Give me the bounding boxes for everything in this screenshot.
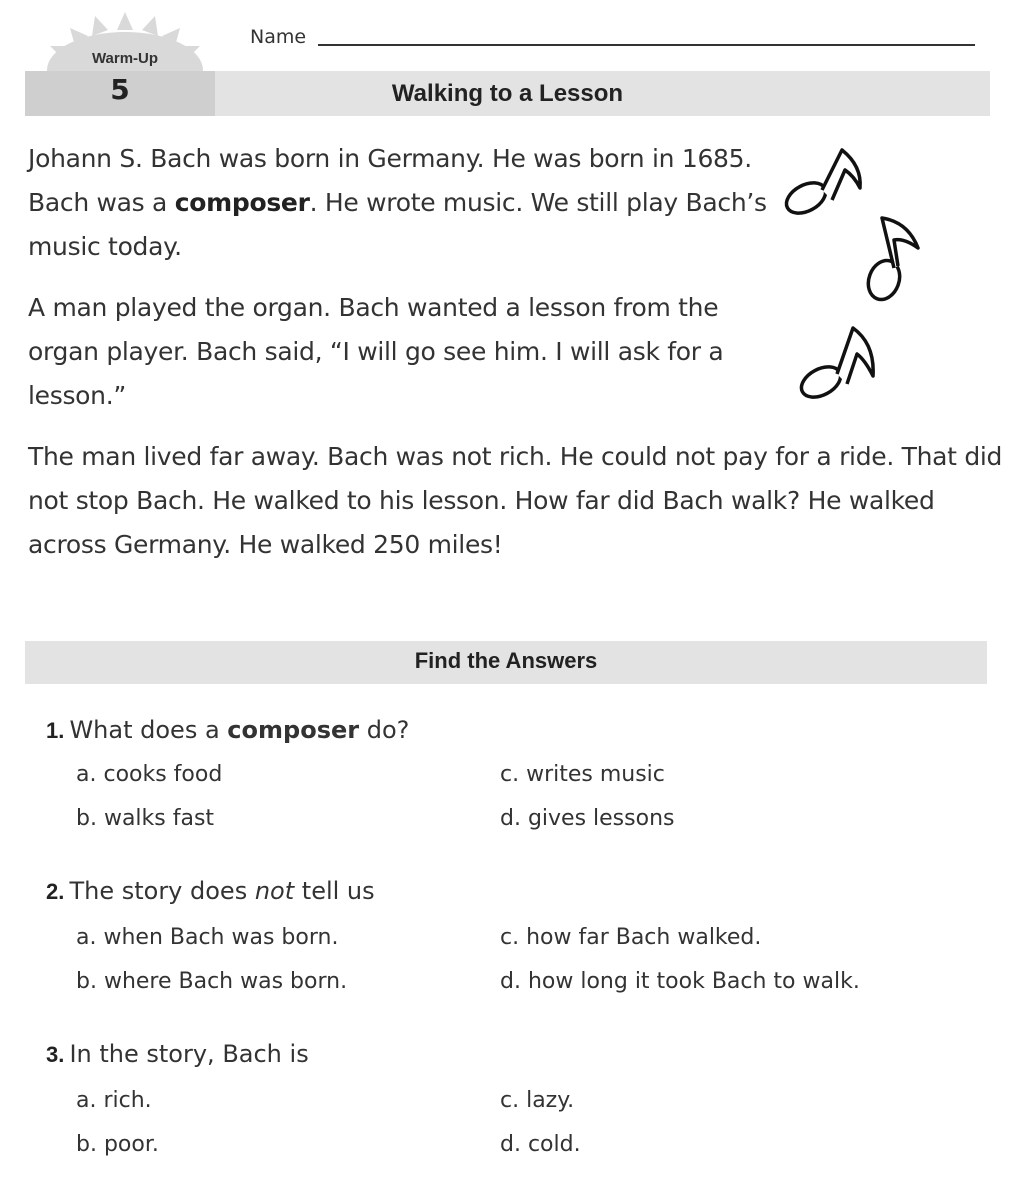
question-number: 2.	[46, 879, 65, 904]
option-1c[interactable]: c. writes music	[500, 762, 665, 787]
option-3d[interactable]: d. cold.	[500, 1132, 581, 1157]
question-text: What does a composer do?	[69, 716, 410, 744]
question-1	[46, 716, 409, 744]
story-text: Johann S. Bach was born in Germany. He was born in 1685. Bach was a	[28, 144, 752, 217]
option-2c[interactable]: c. how far Bach walked.	[500, 925, 762, 950]
page-title: Walking to a Lesson	[391, 80, 624, 107]
option-3c[interactable]: c. lazy.	[500, 1088, 575, 1113]
question-text: In the story, Bach is	[69, 1040, 309, 1068]
name-input-line[interactable]	[318, 44, 975, 46]
warm-up-number: 5	[110, 73, 130, 106]
answers-heading: Find the Answers	[414, 648, 598, 673]
warm-up-sun-icon	[30, 8, 220, 78]
question-number: 1.	[46, 718, 65, 743]
story-text: . He wrote music. We still play Bach’s music today.	[28, 188, 767, 261]
question-text: The story does not tell us	[69, 877, 375, 905]
music-note-icon	[860, 210, 940, 310]
option-2a[interactable]: a. when Bach was born.	[76, 925, 339, 950]
option-1b[interactable]: b. walks fast	[76, 806, 215, 831]
option-1a[interactable]: a. cooks food	[76, 762, 223, 787]
question-2	[46, 877, 375, 905]
question-number: 3.	[46, 1042, 65, 1067]
option-3a[interactable]: a. rich.	[76, 1088, 152, 1113]
question-3	[46, 1040, 309, 1068]
warm-up-label: Warm-Up	[91, 50, 159, 67]
option-2d[interactable]: d. how long it took Bach to walk.	[500, 969, 860, 994]
story-paragraph-1	[28, 137, 788, 269]
story-paragraph-2: A man played the organ. Bach wanted a lesson from the organ player. Bach said, “I will go see him. I will ask for a lesson.”	[28, 293, 724, 410]
music-note-icon	[795, 318, 895, 413]
emphasis-not: not	[254, 877, 295, 905]
vocab-word-composer: composer	[227, 716, 360, 744]
option-1d[interactable]: d. gives lessons	[500, 806, 675, 831]
vocab-word-composer: composer	[174, 188, 310, 217]
option-3b[interactable]: b. poor.	[76, 1132, 159, 1157]
option-2b[interactable]: b. where Bach was born.	[76, 969, 348, 994]
story-paragraph-3: The man lived far away. Bach was not rich. He could not pay for a ride. That did not stop Bach. He walked to his lesson. How far did Bach walk? He walked across Germany. He walked 250 miles!	[28, 442, 1003, 559]
name-label: Name	[250, 26, 307, 48]
